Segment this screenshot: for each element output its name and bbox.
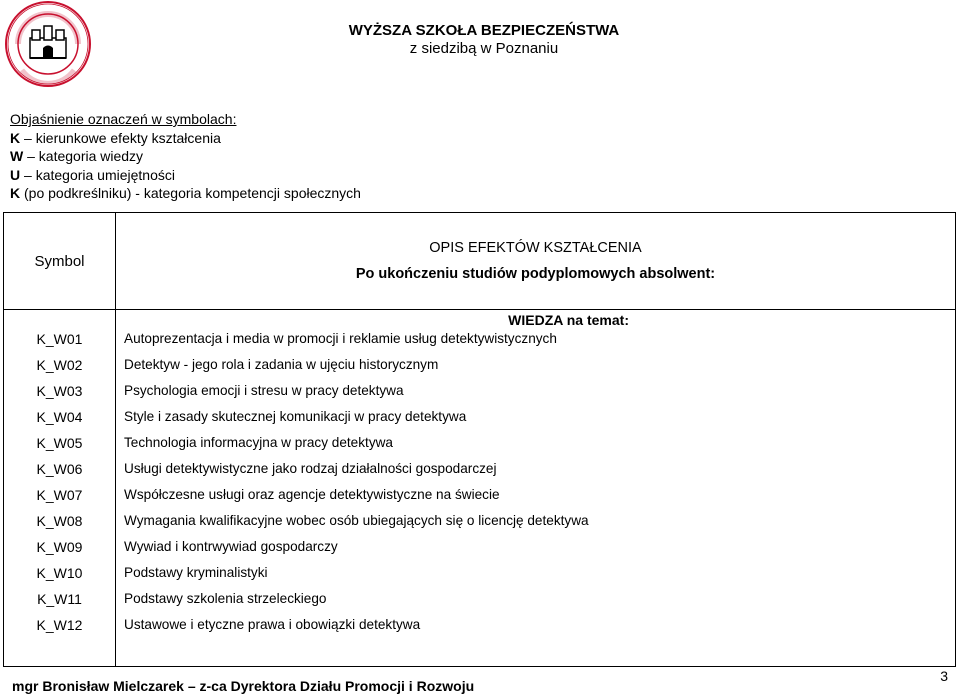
table-body-row (4, 310, 956, 667)
section-label: WIEDZA na temat: (508, 312, 629, 328)
symbol-cell: K_W03 (36, 383, 83, 399)
school-name: WYŻSZA SZKOŁA BEZPIECZEŃSTWA (348, 22, 620, 39)
footer-signature: mgr Bronisław Mielczarek – z-ca Dyrektora Działu Promocji i Rozwoju (12, 678, 475, 694)
symbol-cell: K_W08 (36, 513, 83, 529)
outcome-text: Współczesne usługi oraz agencje detektywistyczne na świecie (124, 487, 500, 502)
outcome-text: Technologia informacyjna w pracy detektywa (124, 435, 393, 450)
page-number: 3 (940, 668, 948, 684)
school-location: z siedzibą w Poznaniu (409, 40, 559, 57)
legend-entry (10, 184, 361, 203)
outcome-text: Wywiad i kontrwywiad gospodarczy (124, 539, 338, 554)
legend-title: Objaśnienie oznaczeń w symbolach: (10, 111, 237, 127)
legend-code: K (10, 129, 21, 146)
table-header-row (4, 213, 956, 310)
outcome-text: Podstawy kryminalistyki (124, 565, 268, 580)
outcome-text: Usługi detektywistyczne jako rodzaj działalności gospodarczej (124, 461, 497, 476)
symbol-column (4, 310, 116, 667)
legend-text: – kategoria umiejętności (20, 166, 175, 183)
document-header (260, 22, 708, 58)
description-column (116, 310, 956, 667)
outcome-text: Autoprezentacja i media w promocji i reklamie usług detektywistycznych (124, 331, 557, 346)
outcome-text: Style i zasady skutecznej komunikacji w pracy detektywa (124, 409, 467, 424)
symbol-cell: K_W06 (36, 461, 83, 477)
outcome-text: Podstawy szkolenia strzeleckiego (124, 591, 327, 606)
school-seal-logo (4, 0, 92, 88)
description-column-header (116, 213, 956, 310)
outcome-text: Psychologia emocji i stresu w pracy detektywa (124, 383, 404, 398)
symbol-cell: K_W07 (36, 487, 83, 503)
symbol-cell: K_W12 (36, 617, 83, 633)
legend-code: K (10, 185, 21, 201)
legend-entry (10, 147, 361, 166)
symbol-cell: K_W05 (36, 435, 83, 451)
symbol-cell: K_W02 (36, 357, 83, 373)
legend-text: – kierunkowe efekty kształcenia (20, 129, 221, 146)
outcome-text: Detektyw - jego rola i zadania w ujęciu historycznym (124, 357, 439, 372)
outcome-text: Wymagania kwalifikacyjne wobec osób ubiegających się o licencję detektywa (124, 513, 589, 528)
symbol-cell: K_W04 (36, 409, 83, 425)
legend-text: (po podkreślniku) - kategoria kompetencji społecznych (20, 185, 361, 201)
table-title: OPIS EFEKTÓW KSZTAŁCENIA (429, 240, 642, 256)
learning-outcomes-table (3, 212, 956, 667)
symbol-cell: K_W09 (36, 539, 83, 555)
symbol-cell: K_W10 (36, 565, 83, 581)
symbol-legend (10, 110, 361, 203)
table-subtitle: Po ukończeniu studiów podyplomowych absolwent: (355, 266, 716, 282)
legend-entry (10, 129, 361, 148)
legend-code: U (10, 166, 21, 183)
legend-entry (10, 166, 361, 185)
legend-code: W (10, 148, 24, 164)
outcome-text: Ustawowe i etyczne prawa i obowiązki detektywa (124, 617, 421, 632)
legend-text: – kategoria wiedzy (23, 148, 144, 164)
symbol-column-header: Symbol (4, 213, 116, 310)
symbol-cell: K_W01 (36, 331, 83, 347)
symbol-cell: K_W11 (37, 591, 82, 607)
